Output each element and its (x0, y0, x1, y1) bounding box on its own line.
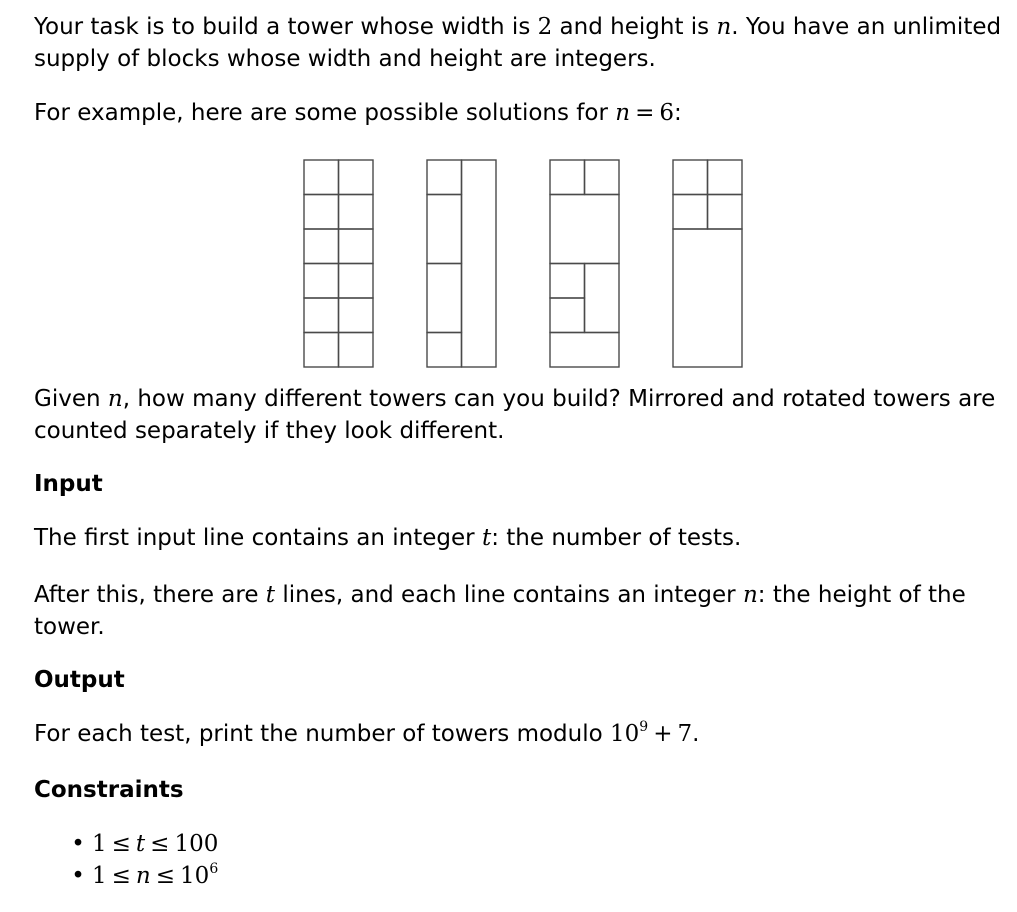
tower-block (550, 333, 619, 368)
tower-diagram (299, 158, 749, 370)
constraint-hi-exponent: 6 (209, 861, 219, 877)
input-variable-t: t (481, 525, 492, 551)
tower-figure (299, 158, 749, 376)
input-line-1 (34, 522, 741, 554)
modulo-plus: + (653, 721, 673, 747)
input-variable-t-2: t (265, 582, 276, 608)
intro-text-2: and height is (552, 14, 717, 40)
tower-block (708, 160, 743, 195)
modulo-addend: 7 (677, 721, 693, 747)
example-value: 6 (659, 100, 674, 126)
height-variable: n (716, 14, 732, 40)
question-text-2: , how many different towers can you build? Mirrored and rotated towers are counted separately if they look different. (34, 386, 996, 444)
input-text-1: The first input line contains an integer (34, 525, 482, 551)
constraints-list (34, 828, 218, 892)
tower-3 (550, 160, 619, 367)
input-heading: Input (34, 471, 103, 497)
tower-block (304, 160, 339, 195)
tower-block (708, 195, 743, 230)
tower-block (673, 160, 708, 195)
input-text-2: : the number of tests. (491, 525, 742, 551)
modulo-exponent: 9 (639, 719, 649, 735)
constraint-var: n (135, 863, 151, 889)
tower-block (427, 195, 462, 264)
bullet-icon: • (71, 863, 85, 889)
constraint-var: t (135, 831, 146, 857)
intro-text-1: Your task is to build a tower whose width is (34, 14, 538, 40)
input-text-4: lines, and each line contains an integer (275, 582, 743, 608)
question-paragraph (34, 383, 1009, 447)
modulo-base: 10 (610, 721, 640, 747)
tower-block (585, 264, 620, 333)
input-line-2 (34, 579, 1009, 643)
tower-block (304, 264, 339, 299)
bullet-icon: • (71, 831, 85, 857)
tower-block (304, 333, 339, 368)
tower-block (339, 298, 374, 333)
tower-block (550, 264, 585, 299)
constraint-lo: 1 (92, 863, 107, 889)
tower-block (304, 229, 339, 264)
tower-block (427, 160, 462, 195)
tower-block (339, 195, 374, 230)
example-text-2: : (673, 100, 682, 126)
example-paragraph (34, 97, 682, 129)
question-variable: n (107, 386, 123, 412)
intro-text-3: . You have an unlimited supply of blocks whose width and height are integers. (34, 14, 1002, 72)
tower-block (673, 229, 742, 367)
output-text-1: For each test, print the number of towers modulo (34, 721, 611, 747)
tower-2 (427, 160, 496, 367)
constraint-item (34, 860, 218, 892)
tower-block (550, 298, 585, 333)
tower-block (339, 229, 374, 264)
constraint-lo: 1 (92, 831, 107, 857)
constraint-le: ≤ (111, 831, 131, 857)
tower-block (304, 298, 339, 333)
constraint-hi: 10 (180, 863, 210, 889)
output-heading: Output (34, 667, 125, 693)
intro-paragraph (34, 11, 1009, 75)
tower-block (304, 195, 339, 230)
tower-block (550, 195, 619, 264)
constraints-heading: Constraints (34, 777, 184, 803)
tower-1 (304, 160, 373, 367)
tower-block (339, 333, 374, 368)
output-text-2: . (692, 721, 700, 747)
constraint-hi: 100 (174, 831, 219, 857)
tower-block (585, 160, 620, 195)
width-value: 2 (537, 14, 553, 40)
output-paragraph (34, 718, 699, 750)
input-text-3: After this, there are (34, 582, 266, 608)
tower-block (550, 160, 585, 195)
constraint-le: ≤ (150, 831, 170, 857)
input-text-5: : the height of the tower. (34, 582, 966, 640)
tower-4 (673, 160, 742, 367)
tower-block (339, 160, 374, 195)
tower-block (339, 264, 374, 299)
constraint-le: ≤ (111, 863, 131, 889)
example-text-1: For example, here are some possible solutions for (34, 100, 616, 126)
input-variable-n: n (742, 582, 758, 608)
tower-block (427, 333, 462, 368)
constraint-le: ≤ (155, 863, 176, 889)
tower-block (427, 264, 462, 333)
constraint-item (34, 828, 218, 860)
example-equals: = (635, 100, 655, 126)
question-text-1: Given (34, 386, 108, 412)
tower-block (462, 160, 497, 367)
tower-block (673, 195, 708, 230)
example-variable: n (615, 100, 631, 126)
